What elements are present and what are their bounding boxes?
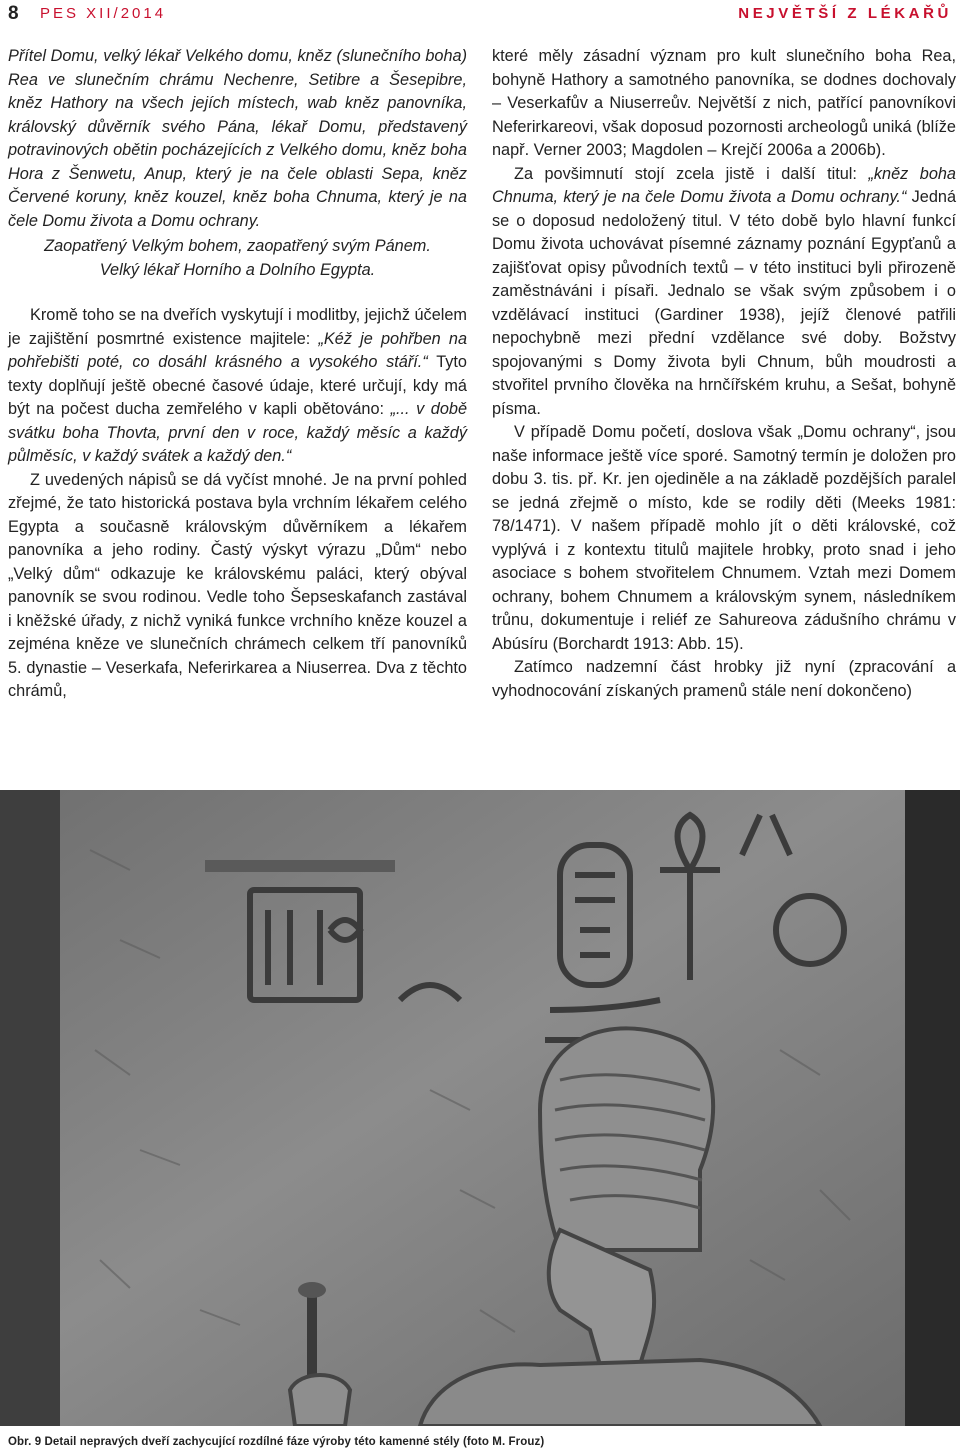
page-number: 8 [8, 3, 19, 24]
running-header [0, 0, 960, 30]
titles-paragraph: Přítel Domu, velký lékař Velkého domu, kněz (slunečního boha) Rea ve slunečním chrámu Nechenre, Setibre a Šesepibre, kněz Hathory na všech jejích místech, wab kněz panovníka, královský důvěrník svého Pána, lékař Domu, představený potravinových obětin pocházejících z Velkého domu, kněz boha Hora z Šenwetu, Anup, který je na čele oblasti Sepa, kněz Červené koruny, kněz kouzel, kněz boha Chnuma, který je na čele Domu života a Domu ochrany. [8, 47, 467, 230]
right-column [492, 45, 956, 703]
house-of-protection-paragraph: V případě Domu početí, doslova však „Domu ochrany“, jsou naše informace ještě více sporé. Samotný termín je doložen pro dobu 3. tis. př. Kr. jen ojediněle a na základě pozdějších paralel se jedná zřejmě o místo, kde se rodily děti (Meeks 1981: 78/1471). V našem případě mohlo jít o děti královské, což vyplývá i z kontextu titulů majitele hrobky, proto snad i jeho asociace s bohem stvořitelem Chnumem. Vztah mezi Domem ochrany, bohem Chnumem a královským synem, následníkem trůnu, dokumentuje i reliéf ze Sahureova zádušního chrámu v Abúsíru (Borchardt 1913: Abb. 15). [492, 423, 956, 653]
epithet-line-1: Zaopatřený Velkým bohem, zaopatřený svým Pánem. [44, 237, 431, 255]
epithet-line-2: Velký lékař Horního a Dolního Egypta. [99, 260, 376, 279]
prayers-paragraph: Kromě toho se na dveřích vyskytují i modlitby, jejichž účelem je zajištění posmrtné existence majitele: „Kéž je pohřben na pohřebišti poté, co dosáhl krásného a vysokého stáří.“ Tyto texty doplňují ještě obecné časové údaje, které určují, kdy má být na počest ducha zemřelého v kapli obětováno: „... v době svátku boha Thovta, první den v roce, každý měsíc a každý půlměsíc, v každý svátek a každý den.“ [8, 306, 467, 465]
closing-paragraph: Zatímco nadzemní část hrobky již nyní (zpracování a vyhodnocování získaných pramenů stále není dokončeno) [492, 658, 956, 700]
section-title: NEJVĚTŠÍ Z LÉKAŘŮ [738, 5, 952, 22]
relief-photo [0, 790, 960, 1426]
sun-temples-paragraph: které měly zásadní význam pro kult slunečního boha Rea, bohyně Hathory a samotného panovníka, se dodnes dochovaly – Veserkafův a Niuserreův. Největší z nich, patřící panovníkovi Neferirkareovi, však doposud pozornosti archeologů uniká (blíže např. Verner 2003; Magdolen – Krejčí 2006a a 2006b). [492, 47, 956, 159]
house-of-life-paragraph: Za povšimnutí stojí zcela jistě i další titul: „kněz boha Chnuma, který je na čele Domu života a Domu ochrany.“ Jedná se o doposud nedoložený titul. V této době bylo hlavní funkcí Domu života uchovávat písemné záznamy poznání Egypťanů a zajišťovat opisy původních textů – v této instituci byli přirozeně zaměstnáváni i písaři. Jednalo se však svým způsobem i o vzdělávací instituci (Gardiner 1938), jejíž členové patřili nepochybně mezi přední vzdělance své doby. Božstvy spojovanými s Domy života byli Chnum, bůh moudrosti a stvořitel prvního člověka na hrnčířském kruhu, a Sešat, bohyně písma. [492, 164, 957, 418]
figure-caption: Obr. 9 Detail nepravých dveří zachycující rozdílné fáze výroby této kamenné stély (foto M. Frouz) [8, 1436, 545, 1448]
inscriptions-paragraph: Z uvedených nápisů se dá vyčíst mnohé. Je na první pohled zřejmé, že tato historická postava byla vrchním lékařem celého Egypta a současně královským důvěrníkem a lékařem panovníka a jeho rodiny. Častý výskyt výrazu „Dům“ nebo „Velký dům“ odkazuje ke královskému paláci, který obýval panovník se svou rodinou. Vedle toho Šepseskafanch zastával i kněžské úřady, z nichž vyniká funkce vrchního kněze kouzel a zejména kněze ve slunečních chrámech celkem tří panovníků 5. dynastie – Veserkafa, Neferirkarea a Niuserrea. Dva z těchto chrámů, [8, 470, 467, 700]
left-column [8, 45, 467, 704]
journal-title: PES XII/2014 [40, 5, 167, 22]
